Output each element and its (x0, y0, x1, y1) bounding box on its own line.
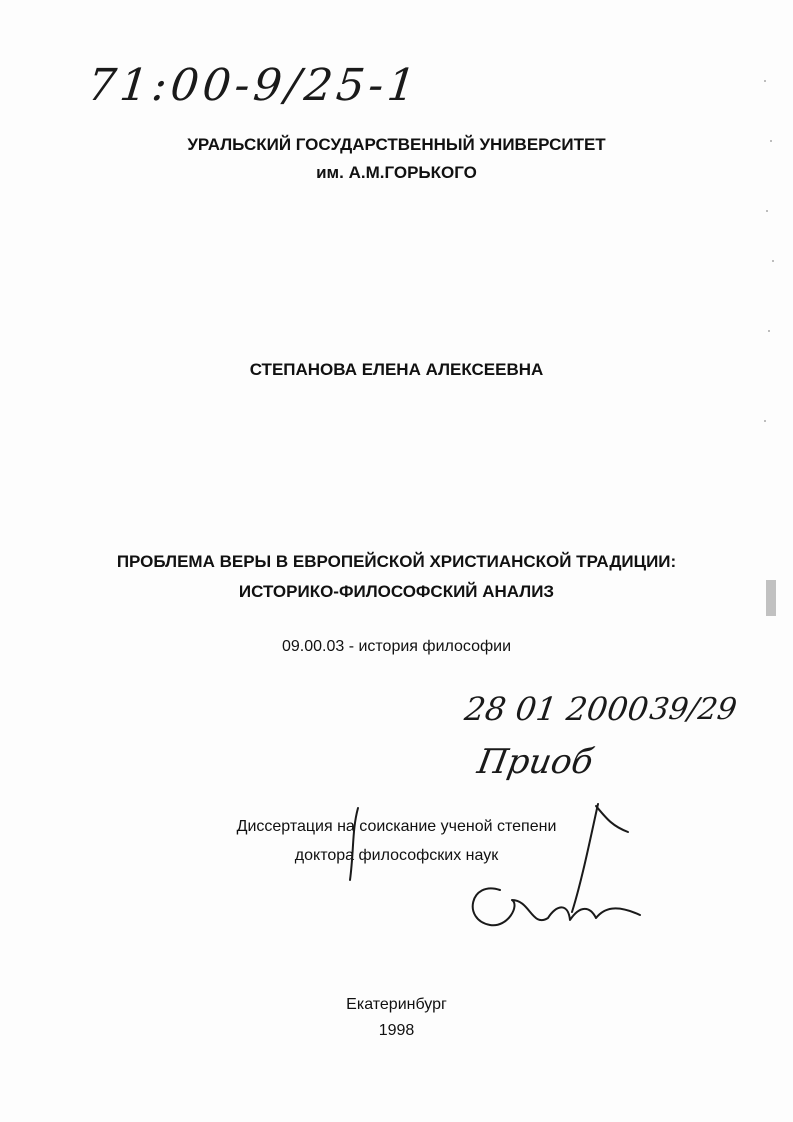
city: Екатеринбург (346, 996, 447, 1013)
dissertation-title-line1: ПРОБЛЕМА ВЕРЫ В ЕВРОПЕЙСКОЙ ХРИСТИАНСКОЙ ТРАДИЦИИ: (116, 552, 677, 571)
pen-stroke (350, 808, 358, 880)
author-name: СТЕПАНОВА ЕЛЕНА АЛЕКСЕЕВНА (249, 360, 544, 379)
handwritten-number: 39/29 (647, 692, 739, 727)
university-name: УРАЛЬСКИЙ ГОСУДАРСТВЕННЫЙ УНИВЕРСИТЕТ (187, 135, 606, 154)
handwritten-date: 28 01 2000 (462, 690, 651, 728)
degree-statement-line1: Диссертация на соискание ученой степени (236, 818, 557, 835)
pen-stroke (572, 804, 598, 912)
degree-statement-line2: доктора философских наук (294, 847, 499, 864)
dissertation-title-line2: ИСТОРИКО-ФИЛОСОФСКИЙ АНАЛИЗ (238, 582, 555, 601)
signature (473, 888, 640, 925)
year: 1998 (378, 1022, 415, 1039)
archive-code: 71:00-9/25-1 (85, 60, 423, 111)
handwritten-word: Приоб (474, 742, 597, 782)
specialty-code: 09.00.03 - история философии (281, 638, 512, 655)
university-dedication: им. А.М.ГОРЬКОГО (316, 163, 477, 182)
pen-stroke (596, 806, 628, 832)
